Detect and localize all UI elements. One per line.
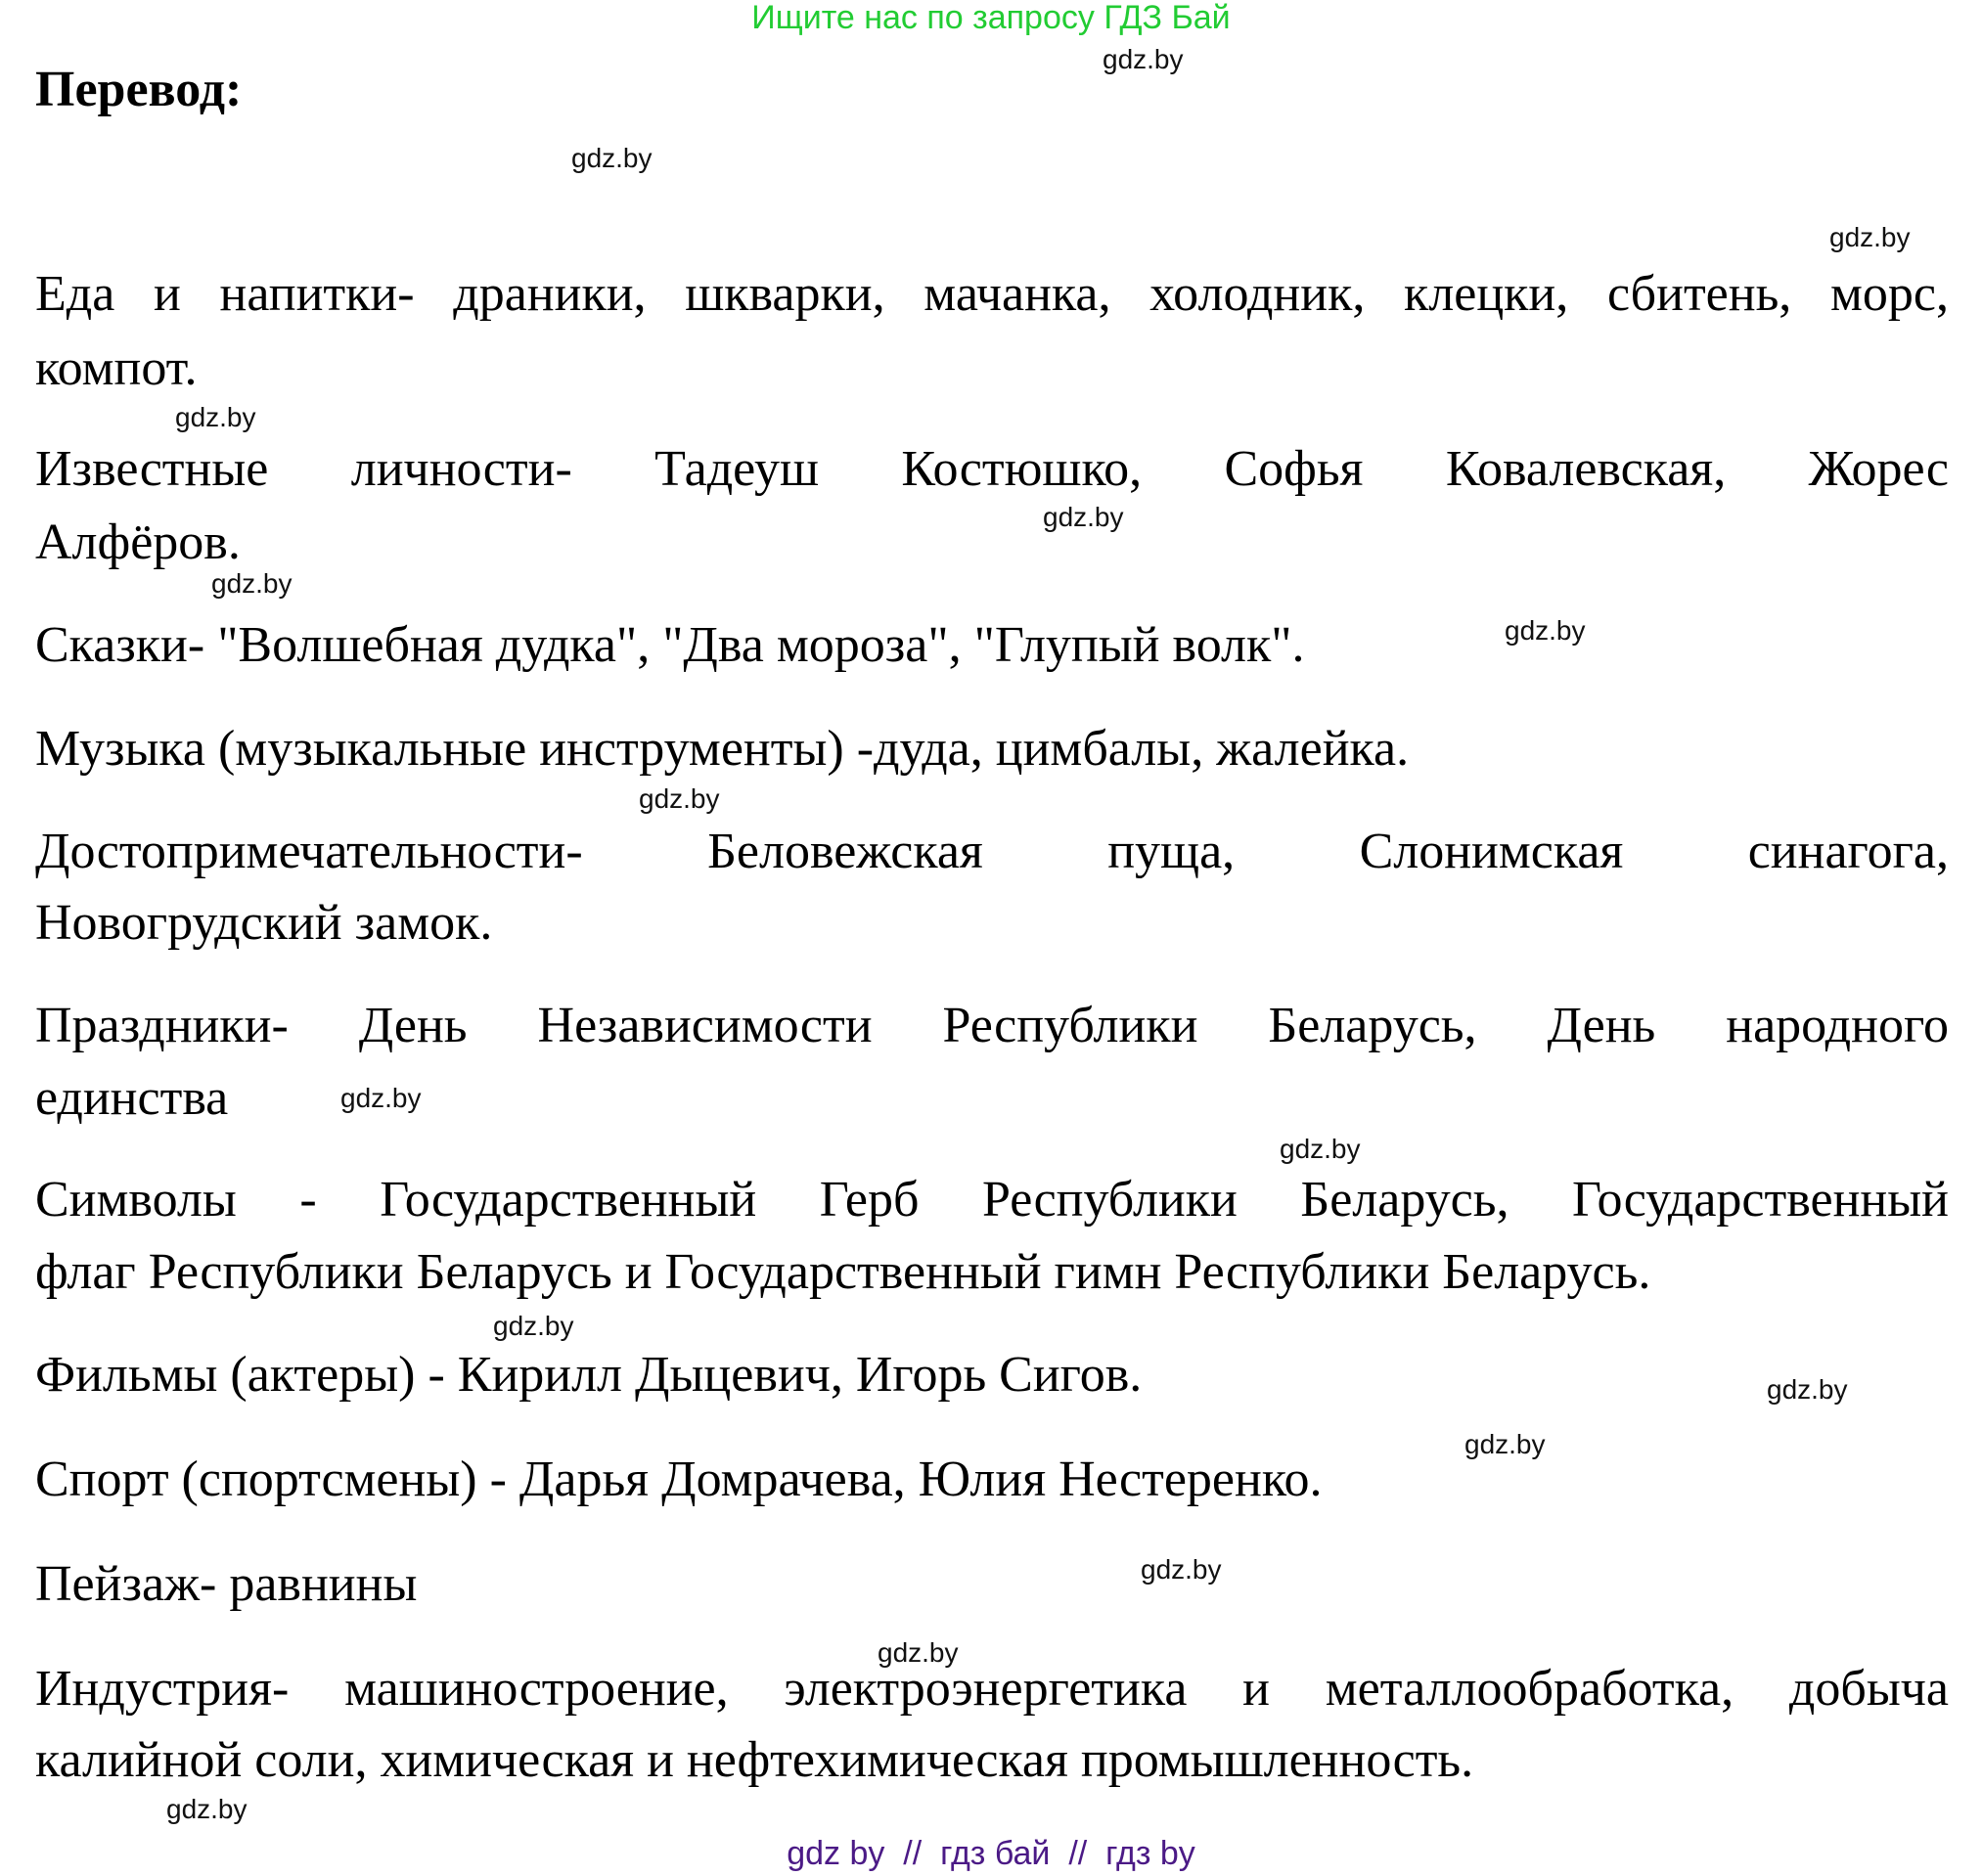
watermark: gdz.by <box>1280 1134 1361 1164</box>
watermark: gdz.by <box>166 1794 248 1824</box>
page-title: Перевод: <box>35 62 243 117</box>
watermark: gdz.by <box>878 1637 959 1668</box>
sport-line: Спорт (спортсмены) - Дарья Домрачева, Юлия Нестеренко. <box>35 1452 1323 1507</box>
symbols-line-1: Символы - Государственный Герб Республики Беларусь, Государственный <box>35 1172 1949 1228</box>
tales-line: Сказки- "Волшебная дудка", "Два мороза", "Глупый волк". <box>35 617 1305 673</box>
films-line: Фильмы (актеры) - Кирилл Дыцевич, Игорь Сигов. <box>35 1347 1143 1403</box>
holidays-line-2: единства <box>35 1070 229 1126</box>
people-line-2: Алфёров. <box>35 514 241 570</box>
people-line-1: Известные личности- Тадеуш Костюшко, Софья Ковалевская, Жорес <box>35 441 1949 497</box>
watermark: gdz.by <box>1103 44 1184 74</box>
watermark: gdz.by <box>1141 1554 1222 1585</box>
watermark: gdz.by <box>1464 1429 1546 1459</box>
watermark: gdz.by <box>1505 615 1586 646</box>
watermark: gdz.by <box>175 402 256 432</box>
holidays-line-1: Праздники- День Независимости Республики Беларусь, День народного <box>35 998 1949 1053</box>
footer-links: gdz by // гдз бай // гдз by <box>787 1835 1195 1872</box>
watermark: gdz.by <box>1829 222 1911 252</box>
sights-line-2: Новогрудский замок. <box>35 895 493 951</box>
watermark: gdz.by <box>493 1311 574 1341</box>
symbols-line-2: флаг Республики Беларусь и Государственный гимн Республики Беларусь. <box>35 1244 1651 1300</box>
food-line-1: Еда и напитки- драники, шкварки, мачанка, холодник, клецки, сбитень, морс, <box>35 266 1949 322</box>
industry-line-1: Индустрия- машиностроение, электроэнергетика и металлообработка, добыча <box>35 1661 1949 1717</box>
industry-line-2: калийной соли, химическая и нефтехимическая промышленность. <box>35 1732 1474 1788</box>
sights-line-1: Достопримечательности- Беловежская пуща, Слонимская синагога, <box>35 824 1949 879</box>
music-line: Музыка (музыкальные инструменты) -дуда, цимбалы, жалейка. <box>35 721 1410 777</box>
landscape-line: Пейзаж- равнины <box>35 1556 418 1612</box>
watermark: gdz.by <box>1767 1374 1848 1405</box>
watermark: gdz.by <box>211 568 293 599</box>
watermark: gdz.by <box>340 1083 422 1113</box>
watermark: gdz.by <box>1043 502 1124 532</box>
food-line-2: компот. <box>35 340 198 396</box>
watermark: gdz.by <box>639 783 720 814</box>
search-banner: Ищите нас по запросу ГДЗ Бай <box>751 0 1231 36</box>
watermark: gdz.by <box>571 143 653 173</box>
